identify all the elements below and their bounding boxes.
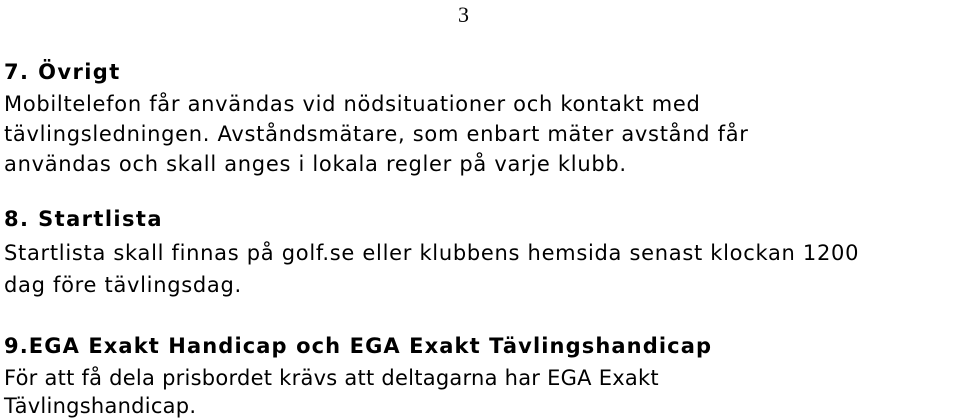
paragraph-line: Startlista skall finnas på golf.se eller klubbens hemsida senast klockan 1200 xyxy=(4,241,860,265)
page-number: 3 xyxy=(458,2,469,27)
paragraph-line: Tävlingshandicap. xyxy=(4,394,197,418)
section-heading: 7. Övrigt xyxy=(4,60,121,84)
section-heading: 8. Startlista xyxy=(4,207,163,231)
paragraph-line: dag före tävlingsdag. xyxy=(4,273,242,297)
section-heading: 9.EGA Exakt Handicap och EGA Exakt Tävlingshandicap xyxy=(4,334,713,358)
paragraph-line: För att få dela prisbordet krävs att deltagarna har EGA Exakt xyxy=(4,366,659,390)
paragraph-line: användas och skall anges i lokala regler på varje klubb. xyxy=(4,152,627,176)
paragraph-line: Mobiltelefon får användas vid nödsituationer och kontakt med xyxy=(4,92,701,116)
paragraph-line: tävlingsledningen. Avståndsmätare, som enbart mäter avstånd får xyxy=(4,122,749,146)
